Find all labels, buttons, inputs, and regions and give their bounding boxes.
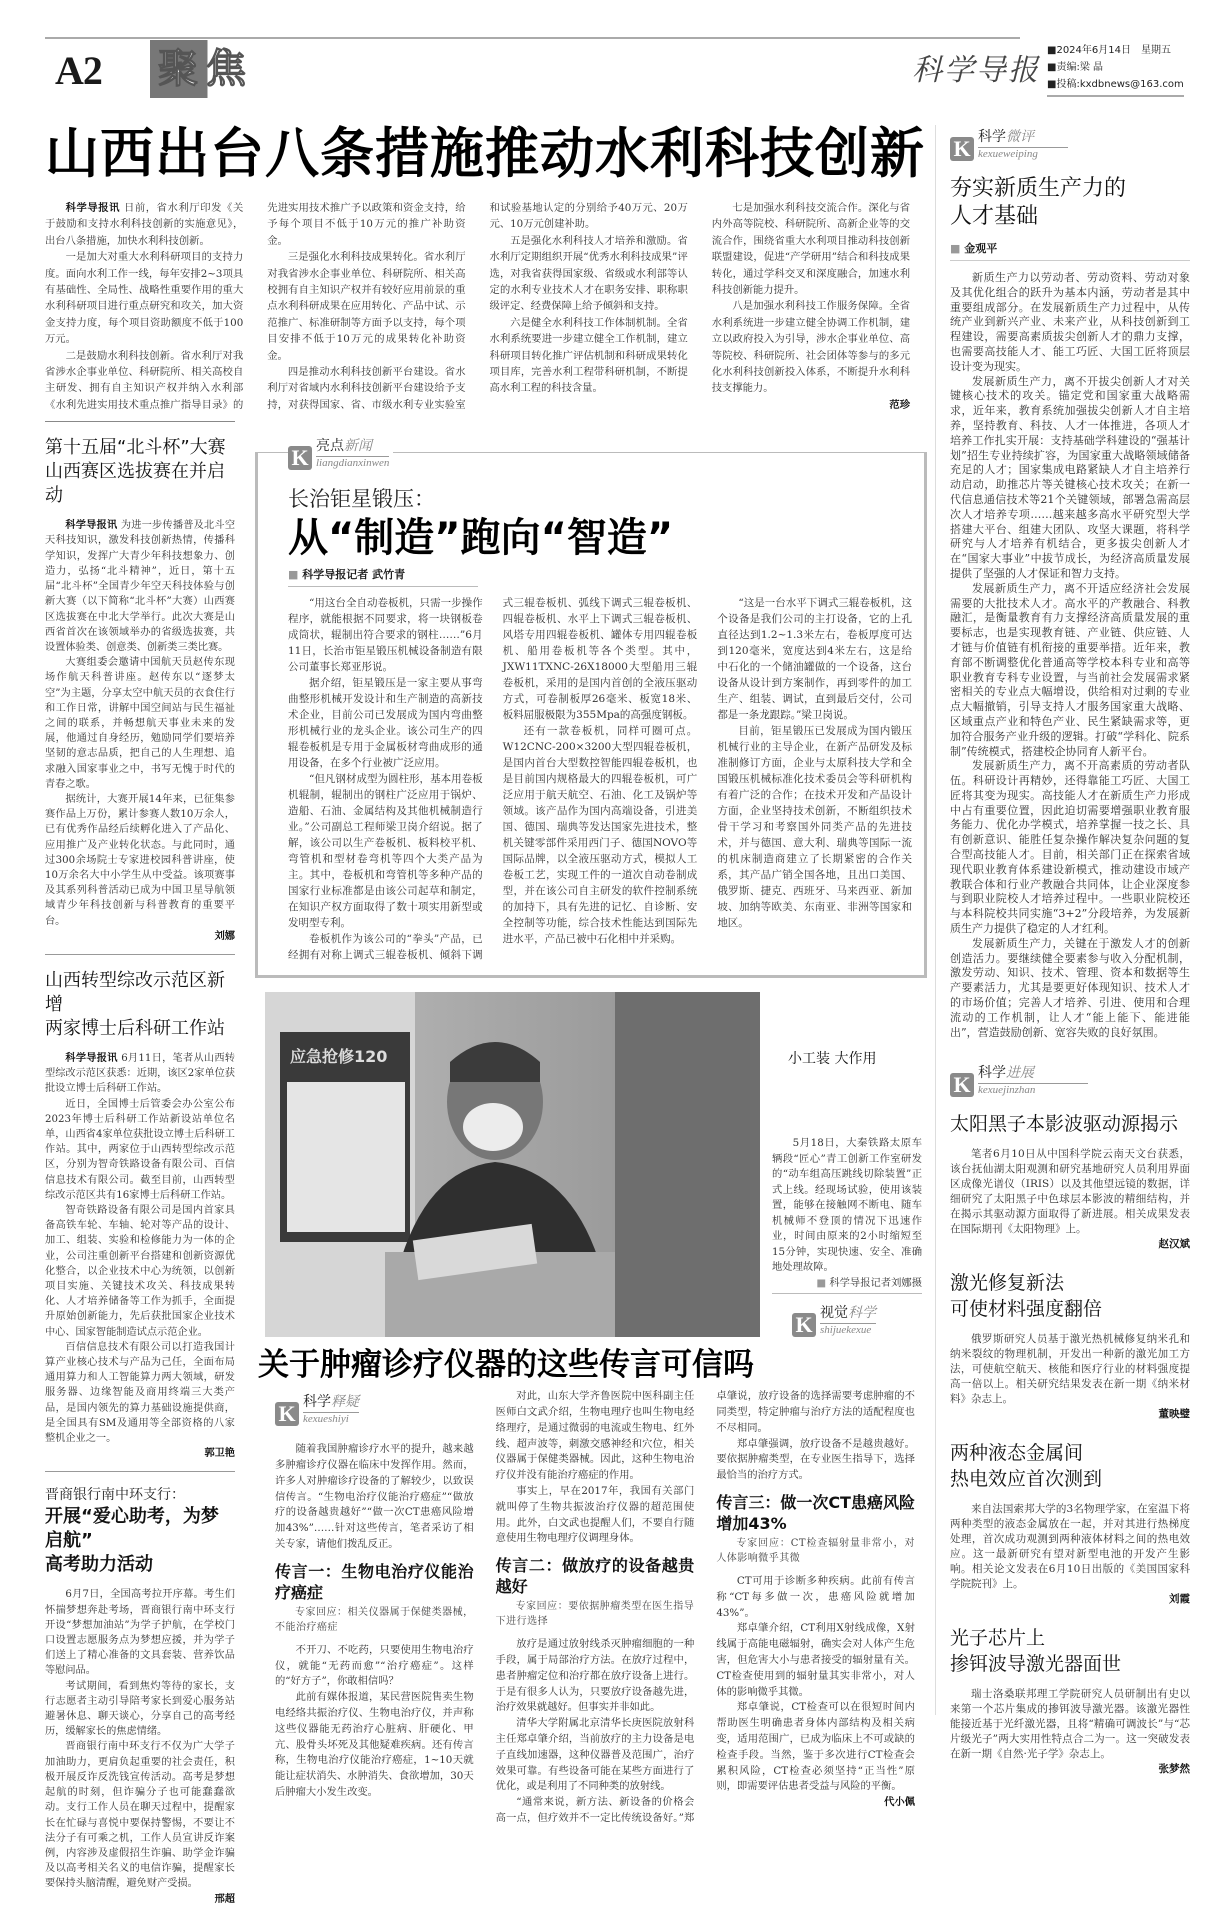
paragraph-text: 五是强化水利科技人才培养和激励。省水利厅定期组织开展“优秀水利科技成果”评选，对我省获得国家级、省级或水利部等认定的水利专业技术人才在职务安排、职称职级评定、经费保障上给予倾斜和支持。 (489, 234, 688, 313)
paragraph-text: 六是健全水利科技工作体制机制。全省水利系统要进一步建立健全工作机制，建立科研项目转化推广评估机制和科研成果转化项目库，完善水利工程带科研机制，不断提高水利工程的科技含量。 (489, 316, 688, 395)
feature-box (255, 438, 927, 978)
expert-response: 专家回应：相关仪器属于保健类器械，不能治疗癌症 (275, 1606, 474, 1633)
paragraph (717, 595, 912, 723)
k-logo-icon: K (792, 1313, 816, 1337)
paragraph: 瑞士洛桑联邦理工学院研究人员研制出有史以来第一个芯片集成的掺铒波导激光器。该激光器性能接近基于光纤激光器，且将“精确可调波长”与“芯片级光子”两大实用性特点合二为一。这一突破发表在新一期《自然·光子学》杂志上。 (950, 1688, 1190, 1761)
dateline: 科学导报讯 (65, 520, 118, 532)
article-title: 山西转型综改示范区新增 两家博士后科研工作站 (45, 969, 225, 1039)
paragraph: 不开刀、不吃药，只要使用生物电治疗仪，就能“无药而愈”“治疗癌症”。这样的“好方子”，你敢相信吗？ (275, 1643, 474, 1688)
paragraph (503, 723, 698, 947)
byline-text: 金观平 (964, 242, 998, 255)
paragraph: 清华大学附属北京清华长庚医院放射科主任郑卓肇介绍，当前放疗的主力设备是电子直线加速器，这种仪器普及范围广，治疗效果可靠。有些设备可能在某些方面进行了优化，或是利用了不同种类的放射线。 (495, 1717, 695, 1793)
paragraph-text: 发展新质生产力，离不开高素质的劳动者队伍。科研设计再精妙，还得靠能工巧匠、大国工匠将其变为现实。高技能人才在新质生产力形成中占有重要位置，因此迫切需要增强职业教育服务能力、优化办学模式，培养掌握一技之长、具有创新意识、能胜任复杂操作解决复杂问题的复合型高技能人才。目前，相关部门正在探索省域现代职业教育体系建设新模式，推动建设市域产教联合体和行业产教融合共同体，让企业深度参与到职业院校人才培养过程中。一些职业院校还与本科院校共同实施“3+2”分段培养，为发展新质生产力提供了稳定的人才红利。 (950, 759, 1190, 936)
column-label-art: 进展 (1006, 1065, 1034, 1082)
paragraph: 此前有媒体报道，某民营医院售卖生物电经络共振治疗仪、生物电治疗仪，并声称这些仪器能无药治疗心脏病、肝硬化、甲亢、股骨头坏死及其他疑难疾病。还有传言称，生物电治疗仪能治疗癌症，1~10天就能让症状消失、水肿消失、食欲增加，30天后肿瘤大小发生改变。 (275, 1691, 474, 1799)
caption-text: 5月18日，大秦铁路太原车辆段“匠心”青工创新工作室研发的“动车组高压跳线切除装置”正式上线。经现场试验，使用该装置，能够在接触网不断电、随车机械师不登顶的情况下迅速作业，时间由原来的2小时缩短至15分钟，实现快速、安全、准确地处理故障。 (772, 1137, 922, 1274)
article-body (45, 1587, 235, 1906)
rumor-heading: 传言一：生物电治疗仪能治疗癌症 (275, 1561, 474, 1602)
paragraph-text: 发展新质生产力，关键在于激发人才的创新创造活力。要继续健全要素参与收入分配机制，激发劳动、知识、技术、管理、资本和数据等生产要素活力，尤其是要更好体现知识、技术人才的市场价值；完善人才培养、引进、使用和合理流动的工作机制，让人才“能上能下、能进能出”，营造鼓励创新、宽容失败的良好氛围。 (950, 936, 1190, 1039)
rumor-heading: 传言三：做一次CT患癌风险增加43% (716, 1493, 915, 1534)
author: 赵汉斌 (1158, 1238, 1190, 1251)
article-body (45, 1051, 235, 1461)
middle-region (255, 436, 927, 1827)
paragraph-text: 八是加强水利科技工作服务保障。全省水利系统进一步建立健全协调工作机制，建立以政府投入为引导，涉水企事业单位、高等院校、科研院所、社会团体等参与的多元化水利科技创新投入体系，不断提升水利科技支撑能力。 (711, 300, 910, 395)
paragraph (950, 582, 1190, 760)
column-label: 科学 (303, 1394, 331, 1411)
left-region (45, 200, 927, 1907)
photo-sign-text: 应急抢修120 (290, 1047, 388, 1067)
brief-title: 两种液态金属间 热电效应首次测到 (950, 1442, 1103, 1491)
photo-title: 小工装 大作用 (788, 1051, 877, 1068)
expert-response: 专家回应：CT检查辐射量非常小，对人体影响微乎其微 (716, 1538, 915, 1565)
feature-headline: 从“制造”跑向“智造” (288, 515, 674, 562)
brief-title: 太阳黑子本影波驱动源揭示 (950, 1113, 1179, 1136)
brief-article (950, 1440, 1190, 1607)
paragraph (490, 233, 688, 315)
commentary-body (950, 271, 1190, 1040)
paragraph-text: 新质生产力以劳动者、劳动资料、劳动对象及其优化组合的跃升为基本内涵，劳动者是其中重要组成部分。在发展新质生产力过程中，从传统产业到新兴产业、未来产业，从科技创新到工程建设，需要高素质拔尖创新人才的鼎力支撑，也需要高技能人才、能工巧匠、大国工匠将顶层设计变为现实。 (950, 271, 1190, 373)
paragraph: 俄罗斯研究人员基于激光热机械修复纳米孔和纳米裂纹的物理机制，开发出一种新的激光加工方法，可使航空航天、核能和医疗行业的材料强度提高一倍以上。相关研究结果发表在新一期《纳米材料》杂志上。 (950, 1333, 1190, 1406)
paragraph-text: 七是加强水利科技交流合作。深化与省内外高等院校、科研院所、高新企业等的交流合作，围绕省重大水利项目推动科技创新联盟建设，促进“产学研用”结合和科技成果转化，通过学科交叉和深度融合，加速水利科技创新能力提升。 (711, 202, 910, 297)
paragraph (267, 249, 465, 364)
progress-column (950, 1111, 1190, 1777)
author: 张梦然 (1158, 1763, 1190, 1776)
paragraph-text: 日前，省水利厅印发《关于鼓励和支持水利科技创新的实施意见》，出台八条措施，加快水利科技创新。 (45, 202, 244, 247)
column-pinyin: kexueweiping (978, 148, 1038, 160)
k-logo-icon: K (950, 1073, 974, 1097)
photo-row (265, 992, 927, 1337)
tumor-body (275, 1389, 915, 1827)
paragraph: 据统计，大赛开展14年来，已征集参赛作品上万份，累计参赛人数10万余人，已有优秀作品经后续孵化进入了产品化、应用推广及产业转化状态。与此同时，通过300余场院士专家进校园科普讲座，使10万余名大中小学生从中受益。该项赛事及其系列科普活动已成为中国卫星导航领域青少年科技创新与科普教育的重要平台。 (45, 793, 235, 927)
paragraph-text: 二是鼓励水利科技创新。省水利厅对我省涉水企事业单位、科研院所、相关高校自主研发、拥有自主知识产权并纳入水利部《水利先进实用技术重点推广指导目录》的先进实用技术推广予以政策和资金支持，给予每个项目不低于10万元的推广补助资金。 (45, 202, 466, 411)
commentary-byline: ■ 金观平 (950, 241, 1190, 261)
paragraph-text: 据介绍，钜星锻压是一家主要从事弯曲整形机械开发设计和生产制造的高新技术企业，目前公司已发展成为国内弯曲整形机械行业的龙头企业。该公司生产的四辊卷板机是专用于金属板材弯曲成形的通用设备，在多个行业被广泛应用。 (288, 677, 483, 770)
paragraph: 事实上，早在2017年，我国有关部门就叫停了生物共振波治疗仪器的超范围使用。此外，白文武也提醒人们，不要自行随意使用生物电理疗仪调理身体。 (495, 1485, 695, 1545)
short-article (45, 1486, 235, 1906)
credit-text: 科学导报记者刘娜摄 (829, 1276, 922, 1289)
column-label-art: 新闻 (344, 438, 372, 455)
brief-title: 激光修复新法 可使材料强度翻倍 (950, 1272, 1103, 1321)
paragraph (288, 771, 483, 931)
paper-logo: 科学导报 (912, 53, 1040, 88)
column-label-art: 科学 (848, 1305, 876, 1322)
paragraph-text: “用这台全自动卷板机，只需一步操作程序，就能根据不同要求，将一块钢板卷成筒状，辊制出符合要求的钢柱……”6月11日，长治市钜星锻压机械设备制造有限公司董事长郑亚彤说。 (288, 597, 483, 674)
author: 范珍 (889, 398, 910, 411)
author: 代小佩 (884, 1796, 915, 1809)
column-label-art: 释疑 (331, 1394, 359, 1411)
byline-text: 科学导报记者 武竹青 (302, 568, 406, 582)
paragraph (950, 759, 1190, 937)
paragraph: 随着我国肿瘤诊疗水平的提升，越来越多肿瘤诊疗仪器在临床中发挥作用。然而，许多人对肿瘤诊疗设备的了解较少，以致误信传言。“生物电治疗仪能治疗癌症”“做放疗的设备越贵越好”“做一次CT患癌风险增加43%”……针对这些传言，笔者采访了相关专家，请他们拨乱反正。 (275, 1443, 474, 1551)
column-label: 科学 (978, 1065, 1006, 1082)
author: 刘娜 (214, 930, 235, 942)
paragraph: “通常来说，新方法、新设备的价格会高一点，但疗效并不一定比传统设备好。”郑卓肇说，放疗设备的选择需要考虑肿瘤的不同类型，特定肿瘤与治疗方法的适配程度也不尽相同。 (495, 1390, 915, 1825)
photo-mask (463, 1103, 523, 1151)
masthead-info (1047, 42, 1184, 97)
paragraph: 6月7日，全国高考拉开序幕。考生们怀揣梦想奔赴考场，晋商银行南中环支行开设“梦想加油站”为学子护航，在学校门口设置志愿服务点为梦想应援，并为学子们送上了精心准备的文具套装、营养饮品等慰问品。 (45, 1589, 235, 1677)
commentary-title: 夯实新质生产力的 人才基础 (950, 176, 1127, 229)
paragraph: CT可用于诊断多种疾病。此前有传言称“CT每多做一次，患癌风险就增加43%”。 (716, 1575, 915, 1619)
main-article-body (45, 200, 910, 413)
photo-caption (772, 1136, 922, 1294)
paragraph-text: 发展新质生产力，离不开适应经济社会发展需要的大批技术人才。高水平的产教融合、科教融汇，是衡量教育有力支撑经济高质量发展的重要标志，也是实现教育链、产业链、供应链、人才链与价值链有机衔接的重要举措。近年来，教育部不断调整优化普通高等学校本科专业和高等职业教育专科专业设置，与当前社会发展需求紧密相关的专业点大幅增设，供给相对过剩的专业点大幅撤销，引导支持人才服务国家重大战略、区域重点产业和特色产业、民生紧缺需求等，更加符合服务产业升级的逻辑。打破“学科化、院系制”传统模式，搭建校企协同育人新平台。 (950, 581, 1190, 758)
paragraph-text: 目前，钜星锻压已发展成为国内锻压机械行业的主导企业，在新产品研发及标准制修订方面，企业与太原科技大学和全国锻压机械标准化技术委员会等科研机构有着广泛的合作；在技术开发和产品设计方面，企业坚持技术创新，不断组织技术骨干学习和考察国外同类产品的先进技术，并与德国、意大利、瑞典等国际一流的机床制造商建立了长期紧密的合作关系，其产品广销全国各地，且出口美国、俄罗斯、捷克、西班牙、马来西亚、新加坡、加纳等欧美、东南亚、非洲等国家和地区。 (717, 725, 912, 930)
paragraph: 科学导报讯 为进一步传播普及北斗空天科技知识，激发科技创新热情，传播科学知识，发挥广大青少年科技想象力、创造力，弘扬“北斗精神”，近日，第十五届“北斗杯”全国青少年空天科技体验与创新大赛（以下简称“北斗杯”大赛）山西赛区选拔赛在中北大学举行。此次大赛是山西省首次在该领域举办的省级选拔赛，共设置体验类、创意类、创新类三类比赛。 (45, 520, 236, 653)
divider (45, 954, 235, 955)
brief-body (950, 1332, 1190, 1422)
left-column (45, 436, 235, 1906)
divider (45, 421, 235, 422)
rumor-heading: 传言二：做放疗的设备越贵越好 (495, 1556, 695, 1597)
dateline: 科学导报讯 (65, 202, 121, 214)
tumor-headline: 关于肿瘤诊疗仪器的这些传言可信吗 (258, 1347, 754, 1384)
paragraph: 放疗是通过放射线杀灭肿瘤细胞的一种手段，属于局部治疗方法。在放疗过程中，患者肿瘤定位和治疗都在放疗设备上进行。于是有很多人认为，只要放疗设备越先进，治疗效果就越好。但事实并非如此。 (495, 1638, 695, 1714)
paragraph (490, 315, 688, 397)
k-logo-icon: K (288, 446, 312, 470)
column-pinyin: kexueshiyi (303, 1413, 349, 1426)
email-text[interactable]: 投稿:kxdbnews@163.com (1056, 79, 1184, 90)
news-photo (265, 992, 760, 1337)
brief-body (950, 1147, 1190, 1252)
paragraph-text: 四是推动水利科技创新平台建设。省水利厅对省域内水利科技创新平台建设给予支持，对获得国家、省、市级水利专业实验室和试验基地认定的分别给予40万元、20万元、10万元创建补助。 (267, 202, 688, 411)
paragraph: 近日，全国博士后管委会办公室公布2023年博士后科研工作站新设站单位名单，山西省4家单位获批设立博士后科研工作站。其中，两家位于山西转型综改示范区，分别为智奇铁路设备有限公司、百信信息技术有限公司。截至目前，山西转型综改示范区共有16家博士后科研工作站。 (45, 1098, 235, 1201)
commentary-column-badge (950, 128, 1190, 161)
editor: ■责编:梁 晶 (1047, 62, 1104, 73)
feature-kicker: 长治钜星锻压： (288, 487, 435, 512)
feature-body (288, 595, 912, 963)
brief-article (950, 1111, 1190, 1252)
k-logo-icon: K (275, 1402, 299, 1426)
author: 刘霞 (1169, 1593, 1190, 1606)
column-label: 亮点 (316, 438, 344, 455)
section-logo: 聚焦 (150, 40, 270, 98)
short-article (45, 969, 235, 1461)
tumor-column-badge (275, 1393, 474, 1426)
k-logo-icon: K (950, 137, 974, 161)
brief-body (950, 1687, 1190, 1777)
photo-notice-paper (287, 1082, 405, 1232)
paragraph (45, 249, 243, 347)
submit-email: ■投稿:kxdbnews@163.com (1047, 79, 1184, 90)
paragraph: 大赛组委会邀请中国航天员赵传东现场作航天科普讲座。赵传东以“逐梦太空”为主题，分享太空中航天员的衣食住行和工作日常，讲解中国空间站与民生福祉之间的联系，并畅想航天事业未来的发展，他通过自身经历，勉励同学们要培养坚韧的意志品质，把自己的人生理想、追求融入国家事业之中，书写无愧于时代的青春之歌。 (45, 657, 235, 790)
column-label: 视觉 (820, 1305, 848, 1322)
issue-date: ■2024年6月14日 星期五 (1047, 45, 1171, 56)
photo-column-badge (792, 1304, 922, 1337)
right-vertical-divider (935, 125, 936, 1715)
column-pinyin: liangdianxinwen (316, 457, 390, 470)
paragraph-text: 发展新质生产力，离不开拔尖创新人才对关键核心技术的攻关。锚定党和国家重大战略需求，近年来，教育系统加强拔尖创新人才自主培养，坚持教育、科技、人才一体推进，各项人才培养工作扎实开展：支持基础学科建设的“强基计划”招生专业持续扩容，为国家重大战略领域储备充足的人才；国家集成电路紧缺人才自主培养行动启动，助推芯片等关键核心技术攻关；在新一代信息通信技术等21个关键领域，部署急需高层次人才培养专项……越来越多高水平研究型大学搭建大平台、组建大团队、攻坚大课题，将科学研究与人才培养有机结合，更多拔尖创新人才在“国家大事业”中拔节成长，为经济高质量发展提供了坚强的人才保证和智力支持。 (950, 374, 1190, 580)
paragraph (288, 675, 483, 771)
paragraph (950, 271, 1190, 375)
right-column (950, 128, 1190, 1795)
paragraph: 百信信息技术有限公司以打造我国计算产业核心技术与产品为己任，全面布局通用算力和人工智能算力两大领域，研发服务器、边缘智能及商用终端三大类产品，是国内领先的算力基础设施提供商，是全国具有SM及通用等全部资格的八家整机企业之一。 (45, 1341, 235, 1445)
paragraph-text: 一是加大对重大水利科研项目的支持力度。面向水利工作一线，每年安排2~3项具有基础性、全局性、战略性重要作用的重大水利科研项目进行重点研究和攻关，加大资金支持力度，每个项目资助额度不低于100万元。 (45, 251, 244, 346)
paragraph: 对此，山东大学齐鲁医院中医科副主任医师白文武介绍，生物电理疗也叫生物电经络理疗，是通过微弱的电流或生物电、红外线、超声波等，刺激交感神经和穴位，相关仪器属于保健类器械。因此，这种生物电治疗仪并没有能治疗癌症的作用。 (495, 1390, 695, 1482)
column-pinyin: shijuekexue (820, 1324, 872, 1337)
page-number: A2 (55, 48, 102, 93)
divider (45, 1471, 235, 1472)
paragraph-text: “这是一台水平下调式三辊卷板机，这个设备是我们公司的主打设备，它的上孔直径达到1.2~1.3米左右，卷板厚度可达到120毫米，宽度达到4米左右，这是给中石化的一个储油罐做的一个设备，这台设备从设计到方案制作，再到零件的加工生产、组装、调试，直到最后交付，公司都是一条龙跟踪。”梁卫岗说。 (717, 597, 912, 722)
author: 邢超 (214, 1893, 235, 1905)
paragraph-text: 卷板机作为该公司的“拳头”产品，已经拥有对称上调式三辊卷板机、倾斜下调式三辊卷板机、弧线下调式三辊卷板机、四辊卷板机、水平上下调式三辊卷板机、风塔专用四辊卷板机、罐体专用四辊卷板机、船用卷板机等各个类型。其中，JXW11TXNC-26X18000大型船用三辊卷板机，采用的是国内首创的全液压驱动方式，可卷制板厚26毫米、板宽18米、板料屈服极限为355Mpa的高强度钢板。 (288, 597, 698, 962)
paragraph-text: 三是强化水利科技成果转化。省水利厅对我省涉水企事业单位、科研院所、相关高校拥有自主知识产权并有较好应用前景的重点水利科研成果在应用转化、产品中试、示范推广、标准研制等方面予以支持，每个项目安排不低于10万元的成果转化补助资金。 (267, 251, 466, 362)
expert-response: 专家回应：要依据肿瘤类型在医生指导下进行选择 (495, 1601, 695, 1628)
author: 董映璧 (1158, 1408, 1190, 1421)
dateline: 科学导报讯 (65, 1052, 118, 1064)
paragraph: 郑卓肇强调，放疗设备不是越贵越好。要依据肿瘤类型，在专业医生指导下，选择最恰当的治疗方式。 (716, 1437, 915, 1482)
article-title: 开展“爱心助考，为梦启航” 高考助力活动 (45, 1506, 219, 1576)
brief-article (950, 1270, 1190, 1422)
column-label-art: 微评 (1006, 129, 1034, 145)
paragraph-text: 还有一款卷板机，同样可圈可点。W12CNC-200×3200大型四辊卷板机，是国内首台大型数控智能四辊卷板机，也是目前国内规格最大的四辊卷板机，可广泛应用于航天航空、石油、化工及锅炉等领域。该产品作为国内高端设备，引进美国、德国、瑞典等发达国家先进技术，整机关键零部件采用西门子、德国NOVO等国际品牌，以全液压驱动方式，模拟人工卷板工艺，实现工件的一道次自动卷制成型，并在该公司自主研发的软件控制系统的加持下，具有先进的记忆、自诊断、安全控制等功能，综合技术性能达到国际先进水平，产品已被中石化相中并采购。 (502, 725, 698, 946)
author: 郭卫艳 (204, 1448, 235, 1460)
paragraph (950, 375, 1190, 582)
feature-column-badge (288, 437, 393, 470)
paragraph (712, 298, 910, 396)
main-headline: 山西出台八条措施推动水利科技创新 (45, 122, 925, 185)
paragraph (45, 200, 243, 249)
paragraph: 考试期间，看到焦灼等待的家长，支行志愿者主动引导陪考家长到爱心服务站避暑休息、聊天谈心，分享自己的高考经历，缓解家长的焦虑情绪。 (45, 1680, 235, 1738)
article-body (45, 518, 235, 944)
brief-title: 光子芯片上 掺铒波导激光器面世 (950, 1627, 1122, 1676)
top-rule (45, 37, 1020, 39)
brief-body (950, 1502, 1190, 1607)
short-article (45, 436, 235, 944)
photo-side (772, 992, 922, 1337)
paragraph-text: “但凡钢材成型为圆柱形，基本用卷板机辊制，辊制出的钢柱广泛应用于锅炉、造船、石油、金属结构及其他机械制造行业。”公司副总工程师梁卫岗介绍说。据了解，该公司以生产卷板机、板料校平机、弯管机和型材卷弯机等四个大类产品为主。其中，卷板机和弯管机等多种产品的国家行业标准都是由该公司起草和制定，在知识产权方面取得了数十项实用新型或发明型专利。 (288, 773, 483, 930)
paragraph (288, 595, 483, 675)
paragraph: 科学导报讯 6月11日，笔者从山西转型综改示范区获悉：近期，该区2家单位获批设立博士后科研工作站。 (45, 1052, 235, 1095)
paragraph: 郑卓肇说，CT检查可以在很短时间内帮助医生明确患者身体内部结构及相关病变，适用范围广，已成为临床上不可或缺的检查手段。当然，鉴于多次进行CT检查会累积风险，CT检查必须坚持“正当性”原则，即需要评估患者受益与风险的平衡。 (716, 1701, 915, 1793)
paragraph (712, 200, 910, 298)
column-label: 科学 (978, 129, 1006, 145)
brief-article (950, 1625, 1190, 1777)
feature-byline: ■ 科学导报记者 武竹青 (288, 563, 478, 587)
paragraph: 郑卓肇介绍，CT利用X射线成像，X射线属于高能电磁辐射，确实会对人体产生危害，但危害大小与患者接受的辐射量有关。CT检查使用到的辐射量其实非常小，对人体的影响微乎其微。 (716, 1622, 915, 1698)
paragraph (950, 937, 1190, 1041)
column-pinyin: kexuejinzhan (978, 1084, 1036, 1097)
paragraph (717, 723, 912, 931)
article-kicker: 晋商银行南中环支行： (45, 1487, 185, 1504)
paragraph: 笔者6月10日从中国科学院云南天文台获悉，该台抚仙湖太阳观测和研究基地研究人员利用界面区成像光谱仪（IRIS）以及其他望远镜的数据，详细研究了太阳黑子中色球层本影波的精细结构，并在揭示其驱动源方面取得了新进展。相关成果发表在国际期刊《太阳物理》上。 (950, 1148, 1190, 1236)
photo-credit: ■ 科学导报记者刘娜摄 (772, 1276, 922, 1295)
paragraph: 来自法国索邦大学的3名物理学家，在室温下将两种类型的液态金属放在一起，并对其进行热梯度处理，首次成功观测到两种液体材料之间的热电效应。这一最新研究有望对新型电池的开发产生影响。相关论文发表在6月10日出版的《美国国家科学院院刊》上。 (950, 1503, 1190, 1591)
paragraph: 晋商银行南中环支行不仅为广大学子加油助力，更肩负起重要的社会责任，积极开展反诈反洗钱宣传活动。高考是梦想起航的时刻，但诈骗分子也可能蠢蠢欲动。支行工作人员在聊天过程中，提醒家长在忙碌与喜悦中要保持警惕，不要让不法分子有可乘之机，工作人员宣讲反诈案例，内容涉及虚假招生诈骗、助学金诈骗及以高考相关名义的电信诈骗，提醒家长要保持头脑清醒，避免财产受损。 (45, 1741, 235, 1890)
photo-worker-image (265, 992, 760, 1337)
date-text: 2024年6月14日 星期五 (1056, 45, 1171, 56)
editor-text: 责编:梁 晶 (1056, 62, 1104, 73)
paragraph: 智奇铁路设备有限公司是国内首家具备高铁车轮、车轴、轮对等产品的设计、加工、组装、实验和检修能力为一体的企业，公司注重创新平台搭建和创新资源优化整合，以企业技术中心为统领，以创新项目实施、关键技术攻关、科技成果转化、人才培养储备等工作为抓手，全面提升原始创新能力，先后获批国家企业技术中心、国家智能制造试点示范企业。 (45, 1205, 235, 1338)
photo-right-shade (615, 992, 760, 1337)
progress-column-badge (950, 1064, 1190, 1097)
article-title: 第十五届“北斗杯”大赛 山西赛区选拔赛在并启动 (45, 437, 226, 507)
